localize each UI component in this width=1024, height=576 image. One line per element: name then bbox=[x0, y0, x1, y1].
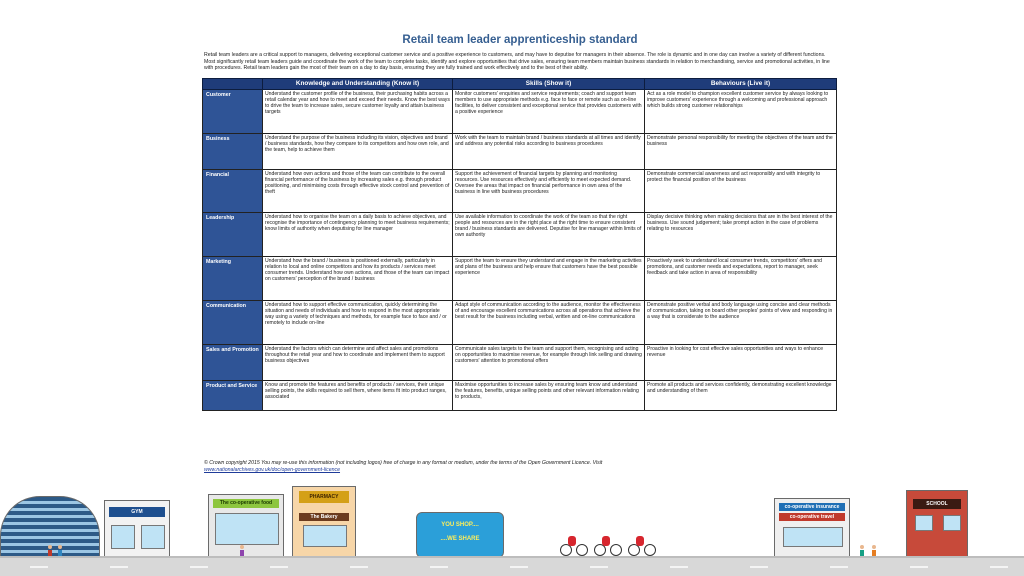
cell-know: Understand how own actions and those of the team can contribute to the overall financial performance of the business by increasing sales e.g. through product positioning, and minimising costs through effective stock control and prevention of theft bbox=[263, 169, 453, 212]
row-label: Sales and Promotion bbox=[203, 344, 263, 380]
row-label: Communication bbox=[203, 300, 263, 344]
cell-live: Promote all products and services confidently, demonstrating excellent knowledge and understanding of them bbox=[645, 380, 837, 410]
standard-table bbox=[202, 78, 837, 411]
cell-know: Understand how the brand / business is positioned externally, particularly in relation to local and online competitors and how its products / services meet consumer trends. Understand how own actions, and those of the team can impact on customers' perception of the brand / business bbox=[263, 256, 453, 300]
bus-stop bbox=[416, 512, 504, 558]
gym-building bbox=[104, 500, 170, 558]
cell-know: Know and promote the features and benefits of products / services, their unique selling points, the skills required to sell them, where items fit into product ranges, associated bbox=[263, 380, 453, 410]
table-row bbox=[203, 169, 837, 212]
table-row bbox=[203, 212, 837, 256]
coop-services-building bbox=[774, 498, 850, 558]
column-header-live: Behaviours (Live it) bbox=[645, 78, 837, 89]
table-row bbox=[203, 380, 837, 410]
cell-live: Proactive in looking for cost effective sales opportunities and ways to enhance revenue bbox=[645, 344, 837, 380]
cell-live: Display decisive thinking when making decisions that are in the best interest of the business. Use sound judgement; take prompt action in the case of problems relating to resources bbox=[645, 212, 837, 256]
cell-show: Support the team to ensure they understand and engage in the marketing activities and plans of the business and help ensure that customers have the best possible experience bbox=[453, 256, 645, 300]
street-illustration bbox=[0, 466, 1024, 576]
road bbox=[0, 556, 1024, 576]
column-header-know: Knowledge and Understanding (Know it) bbox=[263, 78, 453, 89]
cell-show: Support the achievement of financial targets by planning and monitoring resources. Use resources effectively and efficiently to meet expected demand. Oversee the areas that impact on financial performance in own area of the business in line with business procedures bbox=[453, 169, 645, 212]
cell-show: Communicate sales targets to the team and support them, recognising and acting on opportunities to maximise revenue, for example through link selling and drawing customers' attention to promotional offers bbox=[453, 344, 645, 380]
cyclist-group bbox=[560, 530, 670, 556]
document bbox=[200, 34, 840, 411]
bakery-building bbox=[292, 486, 356, 558]
intro-paragraph: Retail team leaders are a critical support to managers, delivering exceptional customer service and a positive experience to customers, and may have to deputise for managers in their absence. The role is dynamic and in one day can involve a variety of different functions. Most significantly retail team leaders guide and coordinate the work of the team to complete tasks, identify and explore opportunities that drive sales, ensuring team members maintain business standards in relation to merchandising, service and promotional activities, in line with procedures. Retail team leaders gain the most of their team on a day to day basis, ensuring they are fully trained and work effectively and to the best of their ability. bbox=[204, 52, 830, 72]
school-sign: SCHOOL bbox=[913, 499, 961, 509]
bus-sign-we-share: ....WE SHARE bbox=[440, 536, 480, 542]
document-title: Retail team leader apprenticeship standard bbox=[402, 34, 638, 46]
table-row bbox=[203, 300, 837, 344]
cell-show: Monitor customers' enquiries and service requirements; coach and support team members to use appropriate methods e.g. face to face or remote such as on-line facilities, to deliver consistent and exceptional service that provides customers with a positive experience bbox=[453, 89, 645, 133]
cell-know: Understand how to support effective communication, quickly determining the situation and needs of individuals and how to respond in the most appropriate way using a variety of techniques and methods, for example face to face and / or remotely to include on-line bbox=[263, 300, 453, 344]
cell-know: Understand the purpose of the business including its vision, objectives and brand / business standards, how they compare to its competitors and how own role, and the team, help to achieve them bbox=[263, 133, 453, 169]
cell-show: Maximise opportunities to increase sales by ensuring team know and understand the features, benefits, unique selling points and other relevant information relating to products, bbox=[453, 380, 645, 410]
row-label: Customer bbox=[203, 89, 263, 133]
row-label: Leadership bbox=[203, 212, 263, 256]
column-header-blank bbox=[203, 78, 263, 89]
school-building bbox=[906, 490, 968, 558]
licence-link[interactable]: www.nationalarchives.gov.uk/doc/open-government-licence bbox=[204, 466, 341, 473]
cell-live: Demonstrate commercial awareness and act responsibly and with integrity to protect the financial position of the business bbox=[645, 169, 837, 212]
cell-show: Use available information to coordinate the work of the team so that the right people and resources are in the right place at the right time to ensure consistent brand / business standards are delivered. Deputise for line manager within limits of own authority bbox=[453, 212, 645, 256]
cell-live: Demonstrate positive verbal and body language using concise and clear methods of communication, taking on board other peoples' points of view and responding in a way that is considerate to the audience bbox=[645, 300, 837, 344]
copyright-text: © Crown copyright 2015 You may re-use this information (not including logos) free of charge in any format or medium, under the terms of the Open Government Licence. Visit bbox=[204, 460, 603, 466]
cell-know: Understand the customer profile of the business, their purchasing habits across a retail calendar year and how to meet and exceed their needs. Know the best ways to drive the team to increase sales, secure customer loyalty and attain business targets bbox=[263, 89, 453, 133]
row-label: Product and Service bbox=[203, 380, 263, 410]
cell-know: Understand how to organise the team on a daily basis to achieve objectives, and recognise the importance of contingency planning to meet business requirements; know limits of authority when deputising for line manager bbox=[263, 212, 453, 256]
coop-food-building bbox=[208, 494, 284, 558]
bakery-sign: The Bakery bbox=[299, 513, 349, 521]
table-row bbox=[203, 256, 837, 300]
column-header-show: Skills (Show it) bbox=[453, 78, 645, 89]
table-row bbox=[203, 89, 837, 133]
travel-sign: co-operative travel bbox=[779, 513, 845, 521]
cell-know: Understand the factors which can determine and affect sales and promotions throughout the retail year and how to coordinate and implement them to support business objectives bbox=[263, 344, 453, 380]
bus-sign-you-shop: YOU SHOP.... bbox=[441, 522, 479, 528]
insurance-sign: co-operative insurance bbox=[779, 503, 845, 511]
coop-sign: The co-operative food bbox=[213, 499, 279, 508]
table-row bbox=[203, 133, 837, 169]
row-label: Marketing bbox=[203, 256, 263, 300]
table-header-row bbox=[203, 78, 837, 89]
cell-live: Proactively seek to understand local consumer trends, competitors' offers and promotions, and customer needs and expectations, report to manager, seek feedback and take action in area of responsibility bbox=[645, 256, 837, 300]
pharmacy-sign: PHARMACY bbox=[299, 491, 349, 503]
row-label: Business bbox=[203, 133, 263, 169]
row-label: Financial bbox=[203, 169, 263, 212]
gym-sign: GYM bbox=[109, 507, 165, 517]
cell-show: Adapt style of communication according to the audience, monitor the effectiveness of and encourage excellent communications across all operations that achieve the best result for the business including verbal, written and on-line communications bbox=[453, 300, 645, 344]
cell-live: Act as a role model to champion excellent customer service by always looking to improve customers' experience through a welcoming and professional approach which builds strong customer relationships bbox=[645, 89, 837, 133]
cell-live: Demonstrate personal responsibility for meeting the objectives of the team and the business bbox=[645, 133, 837, 169]
cell-show: Work with the team to maintain brand / business standards at all times and identify and address any potential risks according to business procedures bbox=[453, 133, 645, 169]
table-row bbox=[203, 344, 837, 380]
